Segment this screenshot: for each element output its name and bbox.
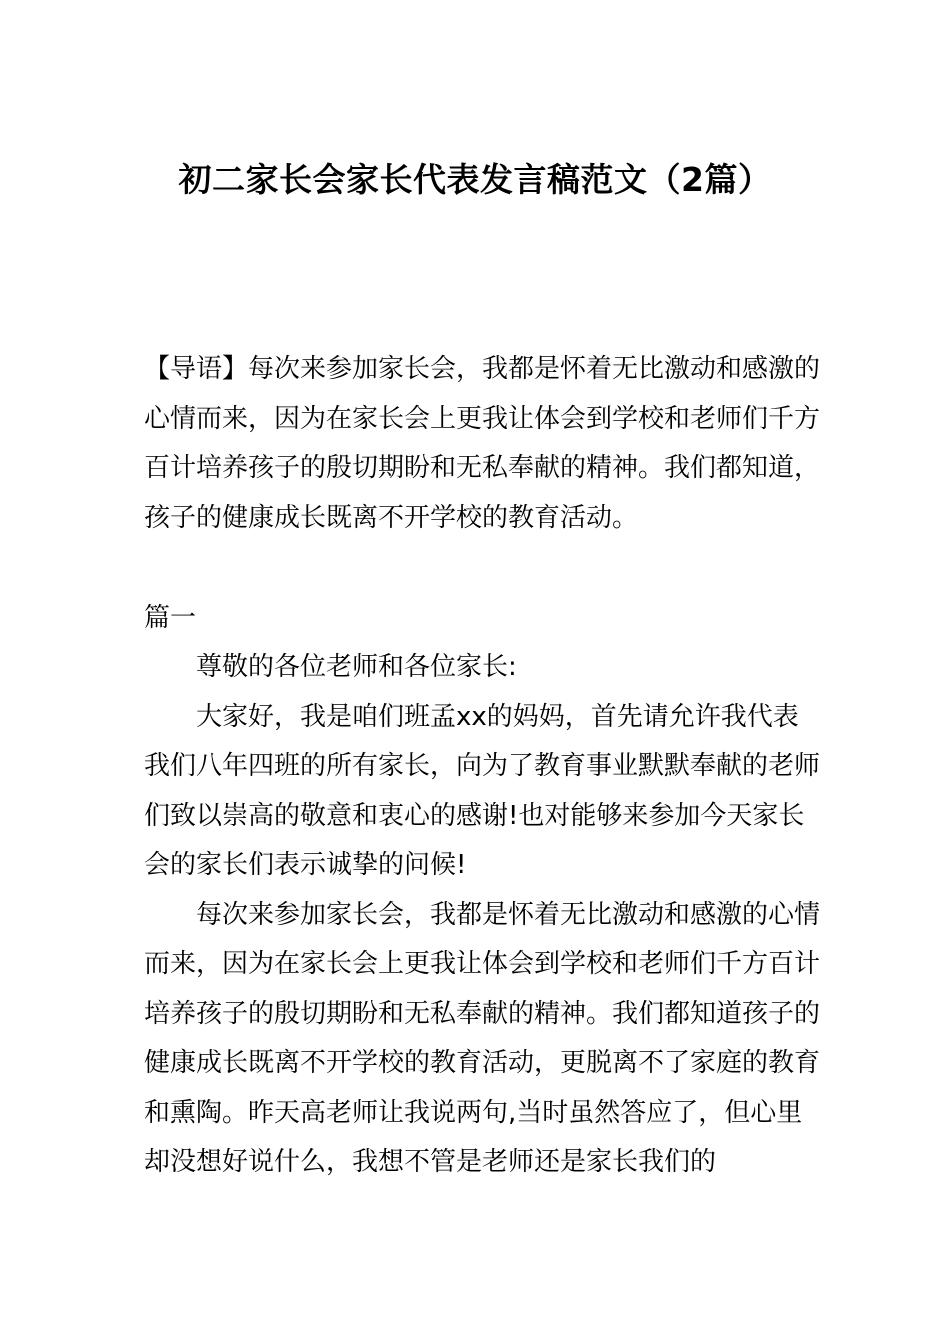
intro-paragraph: 【导语】每次来参加家长会，我都是怀着无比激动和感激的心情而来，因为在家长会上更我让体会到学校和老师们千方百计培养孩子的殷切期盼和无私奉献的精神。我们都知道，孩子的健康成长既离不开学校的教育活动。	[144, 354, 821, 533]
document-title: 初二家长会家长代表发言稿范文（2篇）	[178, 160, 772, 199]
section-body	[144, 643, 824, 1188]
body-paragraph: 每次来参加家长会，我都是怀着无比激动和感激的心情而来，因为在家长会上更我让体会到学校和老师们千方百计培养孩子的殷切期盼和无私奉献的精神。我们都知道孩子的健康成长既离不开学校的教育活动，更脱离不了家庭的教育和熏陶。昨天高老师让我说两句,当时虽然答应了，但心里却没想好说什么，我想不管是老师还是家长我们的	[144, 899, 821, 1177]
body-paragraph: 大家好，我是咱们班孟xx的妈妈，首先请允许我代表我们八年四班的所有家长，向为了教育事业默默奉献的老师们致以崇高的敬意和衷心的感谢!也对能够来参加今天家长会的家长们表示诚挚的问候!	[144, 701, 821, 880]
section-label: 篇一	[144, 603, 197, 633]
salutation-paragraph: 尊敬的各位老师和各位家长:	[196, 652, 517, 682]
